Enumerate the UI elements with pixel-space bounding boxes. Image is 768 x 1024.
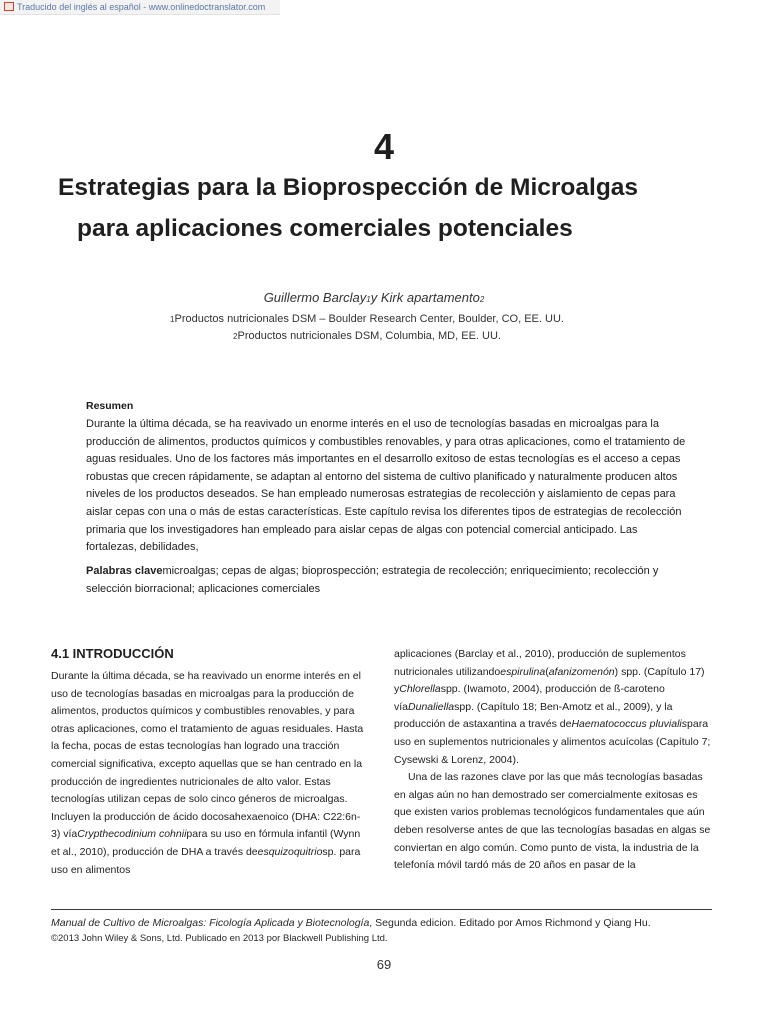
- body-column-left: [51, 668, 369, 879]
- abstract-heading: Resumen: [86, 400, 134, 412]
- paragraph: Una de las razones clave por las que más tecnologías basadas en algas aún no han demostrado ser comercialmente exitosas es que existen varios problemas tecnológicos fundamentales que aún deben resolverse antes de que las tecnologías basadas en algas se conviertan en algo común. Como punto de vista, la industria de la telefonía móvil tardó más de 20 años en pasar de la: [394, 771, 711, 872]
- text-run: spp. (Iwamoto, 2004), producción de ß-caroteno vía: [394, 683, 665, 713]
- affiliation-2-sup: 2: [233, 332, 238, 341]
- author-2-sup: 2: [479, 295, 485, 304]
- species-name: Crypthecodinium cohnii: [77, 828, 187, 841]
- book-title: Manual de Cultivo de Microalgas: Ficología Aplicada y Biotecnología: [51, 917, 370, 929]
- chapter-title-line-2: para aplicaciones comerciales potenciales: [77, 215, 573, 242]
- author-1-sup: 1: [366, 295, 371, 304]
- keywords: [86, 563, 686, 598]
- text-run: para su uso en fórmula infantil (Wynn et al., 2010), producción de DHA a través de: [51, 828, 361, 858]
- text-run: para uso en suplementos nutricionales y alimentos acuícolas (Capítulo 7; Cysewski & Lorenz, 2004).: [394, 718, 711, 766]
- page-number: 69: [376, 957, 392, 972]
- text-run: sp. para uso en alimentos: [51, 845, 361, 876]
- translator-banner[interactable]: [0, 0, 280, 15]
- footer-copyright: ©2013 John Wiley & Sons, Ltd. Publicado en 2013 por Blackwell Publishing Ltd.: [51, 933, 388, 944]
- text-run: (: [545, 665, 549, 678]
- affiliation-2-text: Productos nutricionales DSM, Columbia, MD, EE. UU.: [237, 330, 501, 342]
- chapter-title-line-1: Estrategias para la Bioprospección de Microalgas: [58, 174, 639, 201]
- keywords-label: Palabras clave: [86, 565, 163, 577]
- paragraph: [394, 646, 716, 769]
- text-run: ) spp. (Capítulo 17) y: [394, 665, 705, 696]
- affiliation-1-sup: 1: [170, 315, 175, 324]
- abstract-text: Durante la última década, se ha reavivado un enorme interés en el uso de tecnologías basadas en microalgas para la producción de alimentos, productos químicos y combustibles renovables, y para otras aplicaciones, como el tratamiento de aguas residuales. Uno de los factores más importantes en el desarrollo exitoso de estas tecnologías es el acceso a cepas robustas que crecen rápidamente, se adaptan al entorno del sistema de cultivo planificado y naturalmente producen altos niveles de los productos deseados. Se han empleado numerosas estrategias de recolección y aislamiento de cepas para aislar cepas con una o más de estas características. Este capítulo revisa los diferentes tipos de estrategias de recolección primaria que los investigadores han empleado para aislar cepas de algas con potencial comercial anticipado. Las fortalezas, debilidades,: [86, 418, 686, 554]
- affiliation-2: [0, 330, 734, 342]
- species-name: afanizomenón: [548, 665, 615, 678]
- chapter-number: 4: [373, 126, 395, 167]
- document-icon: [4, 2, 14, 11]
- text-run: aplicaciones (Barclay et al., 2010), producción de suplementos nutricionales utilizando: [394, 648, 686, 678]
- species-name: Dunaliella: [408, 700, 455, 713]
- author-2-name: y Kirk apartamento: [370, 290, 480, 305]
- banner-text: Traducido del inglés al español - www.onlinedoctranslator.com: [17, 2, 266, 12]
- body-column-right: [394, 646, 716, 875]
- text-run: Durante la última década, se ha reavivado un enorme interés en el uso de tecnologías basadas en microalgas para la producción de alimentos, productos químicos y combustibles renovables, y para otras aplicaciones, como el tratamiento de aguas residuales. Hasta la fecha, pocas de estas tecnologías han logrado una tracción comercial significativa, excepto aquellas que se han centrado en la producción de ingredientes nutricionales de alto valor. Estas tecnologías utilizan cepas de solo cinco géneros de microalgas. Incluyen la producción de ácido docosahexaenoico (DHA: C22:6n-3) vía: [51, 670, 364, 841]
- affiliation-1: [0, 313, 734, 325]
- species-name: Haematococcus pluvialis: [571, 718, 688, 731]
- species-name: Chlorella: [399, 683, 441, 696]
- section-heading: 4.1 INTRODUCCIÓN: [51, 646, 174, 661]
- affiliation-1-text: Productos nutricionales DSM – Boulder Research Center, Boulder, CO, EE. UU.: [174, 313, 564, 325]
- species-name: esquizoquitrio: [257, 845, 323, 858]
- book-details: , Segunda edicion. Editado por Amos Richmond y Qiang Hu.: [369, 917, 651, 929]
- authors-line: [0, 290, 748, 305]
- species-name: espirulina: [500, 665, 546, 678]
- text-run: spp. (Capítulo 18; Ben-Amotz et al., 2009), y la producción de astaxantina a través de: [394, 700, 673, 731]
- author-1-name: Guillermo Barclay: [263, 290, 367, 305]
- paragraph: [51, 668, 369, 879]
- footer-citation: [51, 917, 721, 929]
- keywords-text: microalgas; cepas de algas; bioprospección; estrategia de recolección; enriquecimiento; recolección y selección biorracional; aplicaciones comerciales: [86, 565, 659, 595]
- footer-rule: [51, 909, 712, 910]
